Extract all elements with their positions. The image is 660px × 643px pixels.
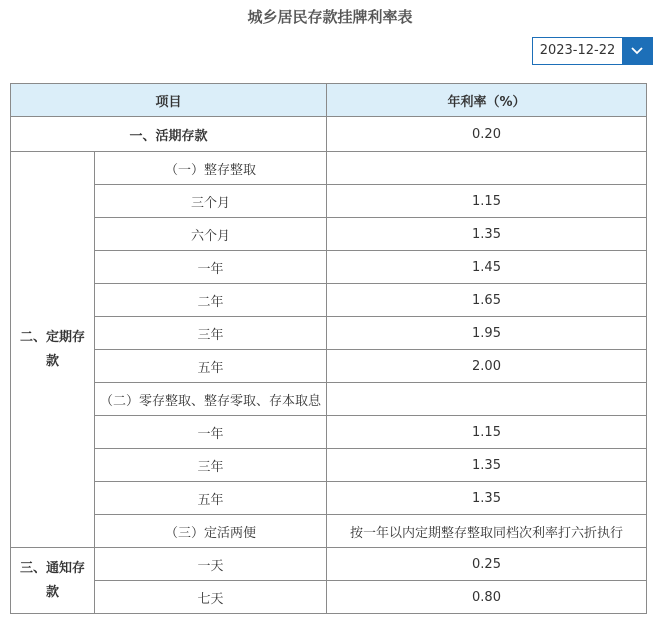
table-row: [11, 185, 647, 218]
chevron-down-icon[interactable]: [622, 38, 652, 64]
date-select-value: 2023-12-22: [539, 43, 616, 58]
header-rate: 年利率（%）: [327, 84, 647, 117]
demand-deposit-rate: 0.20: [327, 117, 647, 152]
rate-table: [10, 83, 647, 614]
table-row: [11, 218, 647, 251]
rate-cell: 1.35: [327, 449, 647, 482]
page-title: 城乡居民存款挂牌利率表: [247, 8, 413, 26]
notice-deposit-label: 三、通知存 款: [11, 548, 95, 614]
table-row: [11, 284, 647, 317]
rate-cell: 2.00: [327, 350, 647, 383]
term-cell: 三个月: [95, 185, 327, 218]
rate-cell: 1.35: [327, 218, 647, 251]
table-header-row: [11, 84, 647, 117]
term-cell: 五年: [95, 482, 327, 515]
table-row: [11, 548, 647, 581]
table-row: [11, 581, 647, 614]
rate-cell: 1.45: [327, 251, 647, 284]
rate-cell: 1.15: [327, 185, 647, 218]
table-row: [11, 482, 647, 515]
flexible-rate: 按一年以内定期整存整取同档次利率打六折执行: [327, 515, 647, 548]
date-select[interactable]: [532, 37, 653, 65]
table-row: [11, 317, 647, 350]
demand-deposit-label: 一、活期存款: [11, 117, 327, 152]
header-item: 项目: [11, 84, 327, 117]
rate-cell: 1.35: [327, 482, 647, 515]
rate-cell: 0.80: [327, 581, 647, 614]
term-cell: 三年: [95, 317, 327, 350]
term-cell: 三年: [95, 449, 327, 482]
rate-cell: 1.15: [327, 416, 647, 449]
table-row: [11, 515, 647, 548]
flexible-label: （三）定活两便: [95, 515, 327, 548]
installment-label: （二）零存整取、整存零取、存本取息: [95, 383, 327, 416]
rate-cell: 1.65: [327, 284, 647, 317]
lump-sum-label: （一）整存整取: [95, 152, 327, 185]
rate-cell: 1.95: [327, 317, 647, 350]
lump-sum-rate-empty: [327, 152, 647, 185]
table-row: [11, 152, 647, 185]
term-cell: 一年: [95, 251, 327, 284]
table-row: [11, 117, 647, 152]
term-cell: 二年: [95, 284, 327, 317]
table-row: [11, 416, 647, 449]
table-row: [11, 350, 647, 383]
term-cell: 一年: [95, 416, 327, 449]
installment-rate-empty: [327, 383, 647, 416]
table-row: [11, 251, 647, 284]
rate-cell: 0.25: [327, 548, 647, 581]
table-row: [11, 449, 647, 482]
term-cell: 五年: [95, 350, 327, 383]
term-cell: 六个月: [95, 218, 327, 251]
term-cell: 七天: [95, 581, 327, 614]
table-row: [11, 383, 647, 416]
time-deposit-label: 二、定期存 款: [11, 152, 95, 548]
term-cell: 一天: [95, 548, 327, 581]
